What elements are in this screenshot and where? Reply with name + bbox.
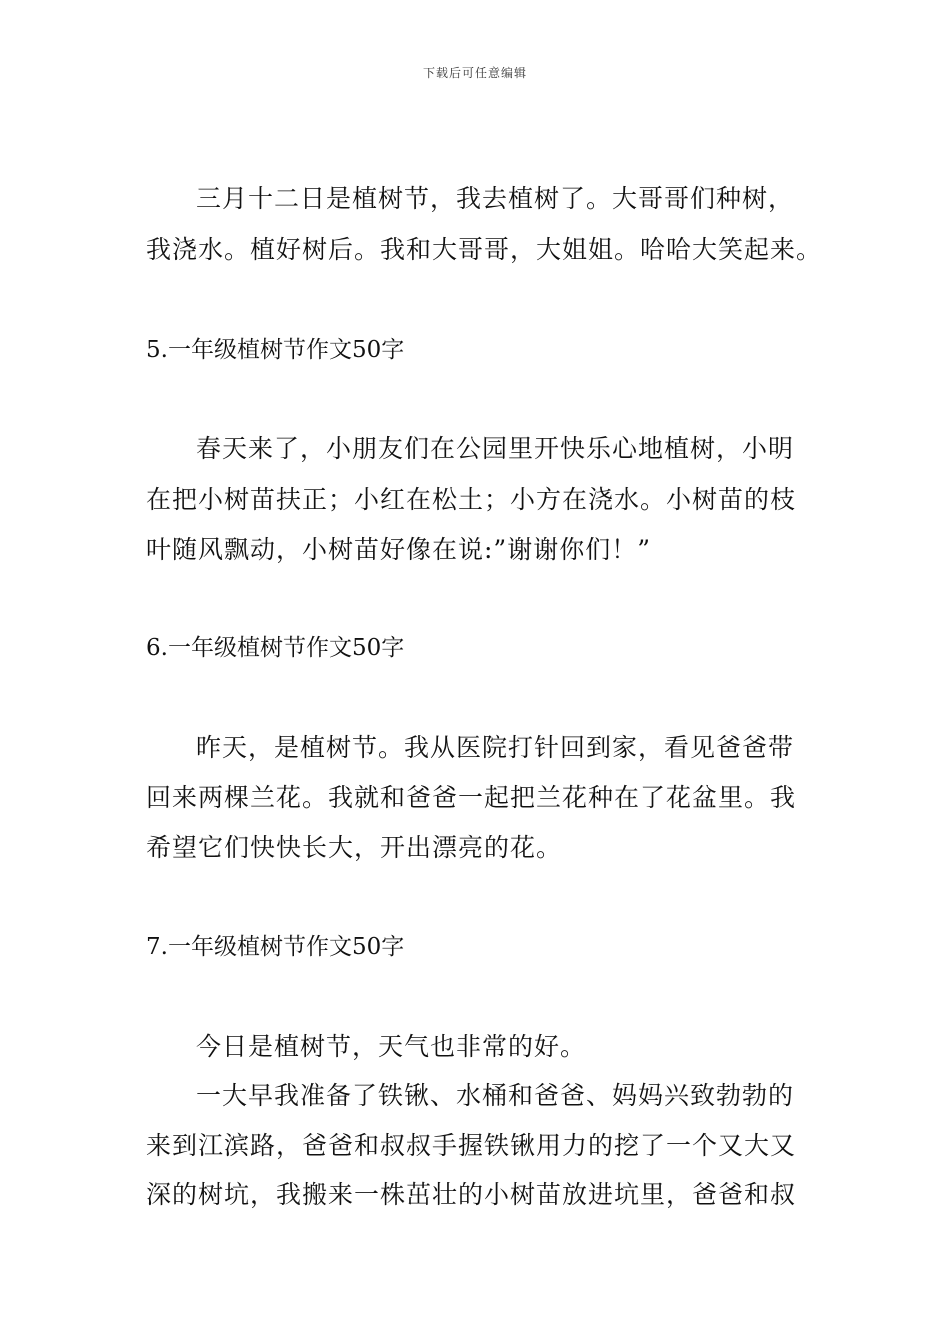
paragraph-line: 叶随风飘动，小树苗好像在说:”谢谢你们！” xyxy=(146,535,651,564)
paragraph-line: 回来两棵兰花。我就和爸爸一起把兰花种在了花盆里。我 xyxy=(146,783,797,812)
paragraph-line: 三月十二日是植树节，我去植树了。大哥哥们种树， xyxy=(196,184,795,213)
paragraph-line: 今日是植树节，天气也非常的好。 xyxy=(196,1032,587,1061)
header-note: 下载后可任意编辑 xyxy=(422,66,527,80)
paragraph-line: 昨天，是植树节。我从医院打针回到家，看见爸爸带 xyxy=(196,733,795,762)
paragraph-line: 希望它们快快长大，开出漂亮的花。 xyxy=(146,833,563,862)
paragraph-line: 在把小树苗扶正；小红在松土；小方在浇水。小树苗的枝 xyxy=(146,485,797,514)
section-heading-5: 5.一年级植树节作文50字 xyxy=(146,337,405,363)
paragraph-line: 深的树坑，我搬来一株茁壮的小树苗放进坑里，爸爸和叔 xyxy=(146,1180,797,1209)
section-heading-6: 6.一年级植树节作文50字 xyxy=(146,635,405,661)
paragraph-line: 来到江滨路，爸爸和叔叔手握铁锹用力的挖了一个又大又 xyxy=(146,1131,797,1160)
paragraph-line: 一大早我准备了铁锹、水桶和爸爸、妈妈兴致勃勃的 xyxy=(196,1081,795,1110)
paragraph-line: 我浇水。植好树后。我和大哥哥，大姐姐。哈哈大笑起来。 xyxy=(146,235,823,264)
paragraph-line: 春天来了，小朋友们在公园里开快乐心地植树，小明 xyxy=(196,434,795,463)
section-heading-7: 7.一年级植树节作文50字 xyxy=(146,934,405,960)
